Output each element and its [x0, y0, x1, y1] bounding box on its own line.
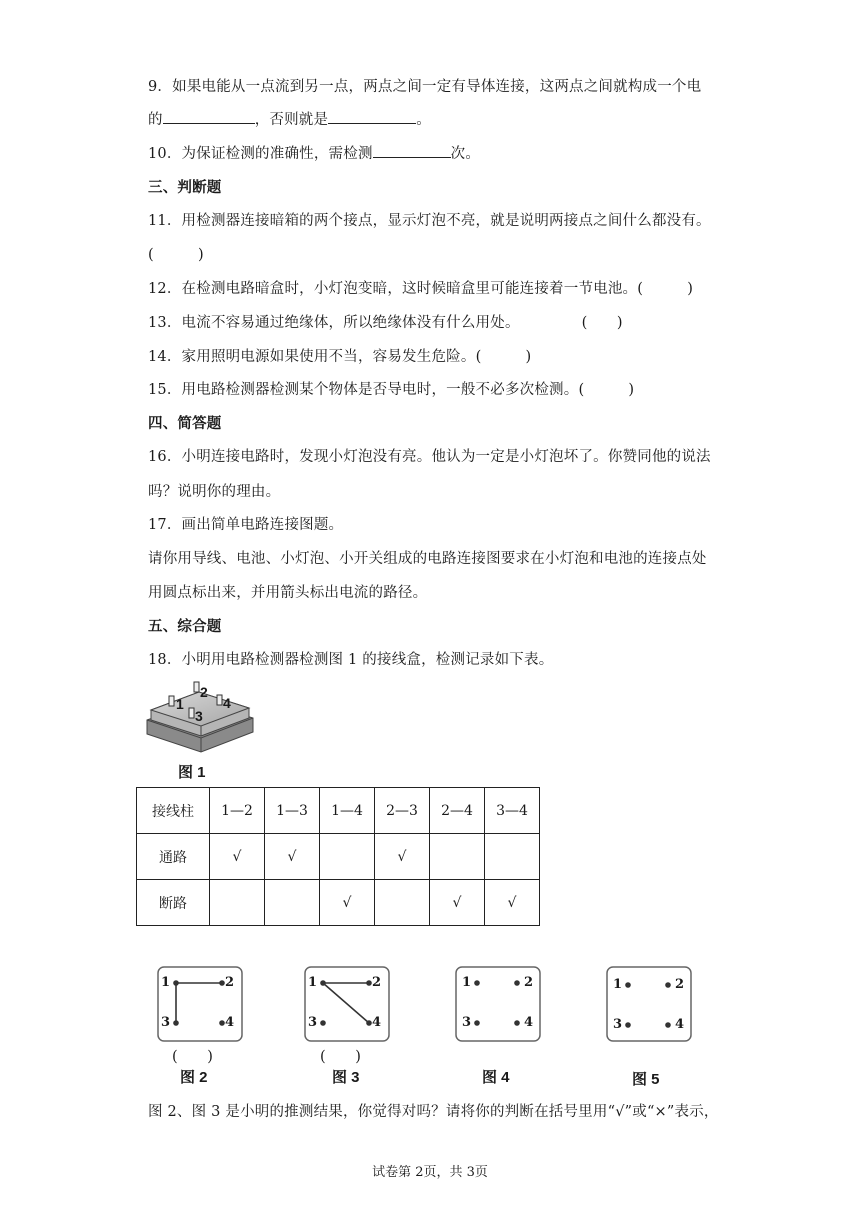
fig4-num-2: 2 — [524, 975, 534, 990]
q10-line — [148, 142, 480, 163]
q17-line3: 用圆点标出来，并用箭头标出电流的路径。 — [148, 585, 428, 601]
fig1-caption: 图 1 — [178, 764, 206, 781]
fig4-caption: 图 4 — [482, 1069, 510, 1086]
table-cell: √ — [430, 880, 485, 926]
q13-text: 13．电流不容易通过绝缘体，所以绝缘体没有什么用处。 — [148, 315, 520, 331]
q12-line — [148, 277, 693, 298]
table-row-label: 通路 — [137, 834, 210, 880]
table-cell: √ — [210, 834, 265, 880]
table-row-label: 断路 — [137, 880, 210, 926]
q10-text-a: 10．为保证检测的准确性，需检测 — [148, 146, 373, 162]
fig2-caption: 图 2 — [180, 1069, 208, 1086]
q15-text: 15．用电路检测器检测某个物体是否导电时，一般不必多次检测。 — [148, 382, 579, 398]
fig5-num-2: 2 — [675, 977, 685, 992]
q13-line — [148, 311, 623, 332]
section-3-title: 三、判断题 — [148, 179, 222, 196]
table-cell — [265, 880, 320, 926]
q9-line2 — [148, 108, 431, 129]
fig2-answer-paren[interactable]: ( ) — [172, 1049, 214, 1065]
q18-followup: 图 2、图 3 是小明的推测结果，你觉得对吗？请将你的判断在括号里用“√”或“×”表示， — [148, 1104, 719, 1120]
table-header-cell: 3—4 — [485, 788, 540, 834]
fig3-num-4: 4 — [372, 1015, 382, 1030]
q10-text-b: 次。 — [450, 146, 481, 162]
table-cell: √ — [265, 834, 320, 880]
fig5-num-1: 1 — [613, 977, 623, 992]
q16-line2: 吗？说明你的理由。 — [148, 484, 281, 500]
q10-blank[interactable] — [373, 143, 451, 158]
fig4-num-1: 1 — [462, 975, 472, 990]
table-cell — [430, 834, 485, 880]
q11-line1: 11．用检测器连接暗箱的两个接点，显示灯泡不亮，就是说明两接点之间什么都没有。 — [148, 213, 711, 229]
fig1-terminal-2: 2 — [200, 684, 208, 700]
q15-line — [148, 378, 634, 399]
table-header-cell: 2—3 — [375, 788, 430, 834]
fig5-caption: 图 5 — [632, 1071, 660, 1088]
q12-text: 12．在检测电路暗盒时，小灯泡变暗，这时候暗盒里可能连接着一节电池。 — [148, 281, 638, 297]
table-header-cell: 接线柱 — [137, 788, 210, 834]
table-cell — [375, 880, 430, 926]
q15-answer-paren[interactable]: ( ) — [578, 382, 635, 398]
q9-text-b: ，否则就是 — [254, 112, 329, 128]
fig3-num-2: 2 — [372, 975, 382, 990]
fig2-num-4: 4 — [225, 1015, 235, 1030]
table-cell: √ — [375, 834, 430, 880]
table-header-cell: 1—4 — [320, 788, 375, 834]
q14-answer-paren[interactable]: ( ) — [475, 349, 532, 365]
fig2-num-3: 3 — [161, 1015, 171, 1030]
q9-blank-2[interactable] — [328, 109, 416, 124]
table-cell — [485, 834, 540, 880]
q17-line1: 17．画出简单电路连接图题。 — [148, 517, 344, 533]
fig3-answer-paren[interactable]: ( ) — [320, 1049, 362, 1065]
table-header-cell: 1—3 — [265, 788, 320, 834]
table-cell — [210, 880, 265, 926]
table-header-row — [137, 788, 540, 834]
fig3-num-1: 1 — [308, 975, 318, 990]
q13-answer-paren[interactable]: ( ) — [581, 315, 623, 331]
table-header-cell: 1—2 — [210, 788, 265, 834]
q16-line1: 16．小明连接电路时，发现小灯泡没有亮。他认为一定是小灯泡坏了。你赞同他的说法 — [148, 449, 711, 465]
fig2-num-2: 2 — [225, 975, 235, 990]
q11-answer-paren[interactable]: ( ) — [148, 247, 204, 263]
table-row — [137, 834, 540, 880]
q14-line — [148, 345, 531, 366]
q18-text: 18．小明用电路检测器检测图 1 的接线盒，检测记录如下表。 — [148, 652, 554, 668]
table-cell: √ — [485, 880, 540, 926]
q17-line2: 请你用导线、电池、小灯泡、小开关组成的电路连接图要求在小灯泡和电池的连接点处 — [148, 551, 707, 567]
q9-text-c: 。 — [416, 112, 431, 128]
fig4-num-3: 3 — [462, 1015, 472, 1030]
table-cell — [320, 834, 375, 880]
fig5-num-4: 4 — [675, 1017, 685, 1032]
table-row — [137, 880, 540, 926]
page-footer: 试卷第 2页，共 3页 — [372, 1165, 488, 1180]
fig1-terminal-4: 4 — [223, 695, 231, 711]
fig1-terminal-3: 3 — [195, 708, 203, 724]
fig4-num-4: 4 — [524, 1015, 534, 1030]
section-5-title: 五、综合题 — [148, 618, 222, 635]
table-header-cell: 2—4 — [430, 788, 485, 834]
q9-blank-1[interactable] — [163, 109, 255, 124]
fig3-num-3: 3 — [308, 1015, 318, 1030]
fig5-num-3: 3 — [613, 1017, 623, 1032]
fig1-terminal-1: 1 — [176, 696, 184, 712]
section-4-title: 四、简答题 — [148, 415, 222, 432]
q9-text-a: 的 — [148, 112, 163, 128]
q9-line1: 9．如果电能从一点流到另一点，两点之间一定有导体连接，这两点之间就构成一个电 — [148, 79, 702, 95]
detection-record-table — [136, 787, 540, 926]
table-cell: √ — [320, 880, 375, 926]
fig3-caption: 图 3 — [332, 1069, 360, 1086]
q14-text: 14．家用照明电源如果使用不当，容易发生危险。 — [148, 349, 476, 365]
q12-answer-paren[interactable]: ( ) — [637, 281, 694, 297]
fig2-num-1: 1 — [161, 975, 171, 990]
